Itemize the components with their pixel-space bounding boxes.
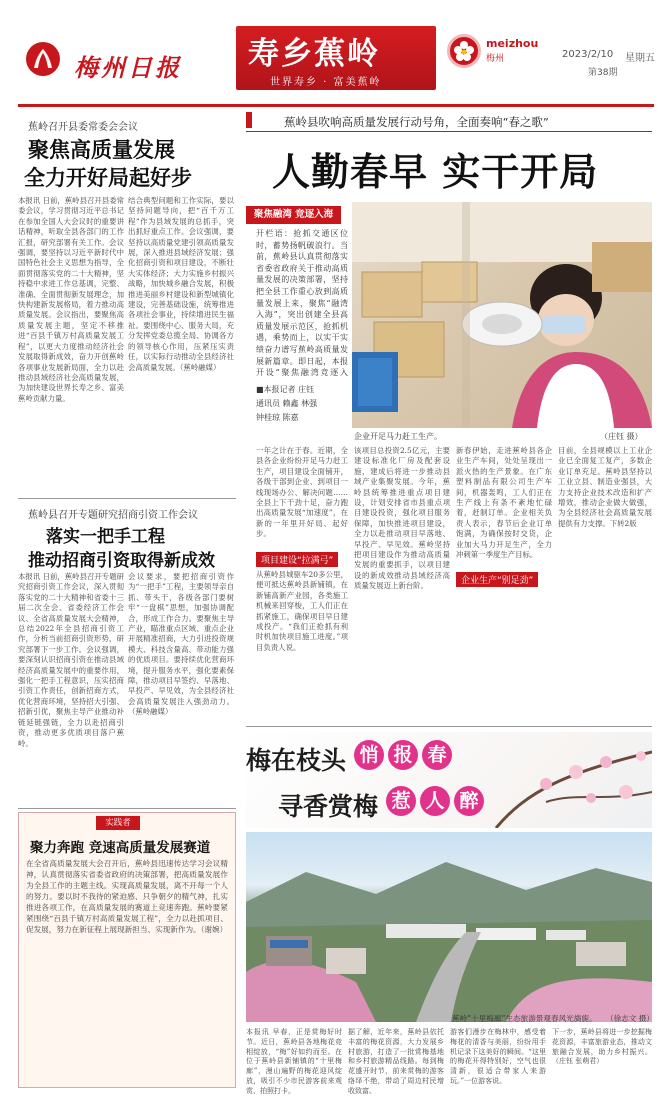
- plum-headline-line2: 寻香赏梅: [278, 792, 379, 821]
- plum-photo-caption: 蕉岭“十里梅廊”生态旅游景观春风光旖旎。: [452, 1014, 597, 1023]
- feature-lead: 开栏语：抢抓交通区位时，蓄势扬帆破浪行。当前，蕉岭县认真贯彻落实省委省政府关于推动高质量发展的决策部署，坚持把全县工作重心放到高质量发展上来，聚焦“融湾入海”，突出创建全县高质量发展示范区，抢抓机遇，乘势而上，以实干实绩奋力谱写蕉岭高质量发展新篇章。即日起，本报开设“聚焦融湾竞逐入: [256, 229, 348, 378]
- feature-body-col-c: 新春伊始，走进蕉岭县各企业生产车间，处处呈现出一派火热的生产景象。在广东塑料制品有限公司生产车间，机器轰鸣，工人们正在生产线上有条不紊地忙碌着，赶制订单。企业相关负责人表示，春节后企业订单饱满，为确保按时交货，企业加大马力开足生产，全力冲刺第一季度生产目标。: [456, 446, 552, 560]
- plum-headline-char: 春: [422, 740, 452, 770]
- factory-photo-caption: 企业开足马力赶工生产。: [354, 432, 442, 441]
- issue-date: 2023/2/10: [562, 49, 614, 60]
- issue-number: 第38期: [588, 68, 618, 78]
- news2-kicker: 蕉岭县召开专题研究招商引资工作会议: [28, 510, 198, 521]
- plum-headline-char: 人: [420, 786, 450, 816]
- feature-subhead-1: 项目建设“拉满弓”: [256, 552, 338, 567]
- issue-weekday: 星期五: [625, 53, 655, 64]
- plum-body-col4: 下一步，蕉岭县将进一步挖掘梅花资源，丰富旅游业态，推动文旅融合发展，助力乡村振兴。（庄钰 张萌君）: [552, 1028, 652, 1066]
- plum-body-col2: 据了解，近年来，蕉岭县依托丰富的梅花资源，大力发展乡村旅游，打造了一批赏梅基地和乡村旅游精品线路。每到梅花盛开时节，前来赏梅的游客络绎不绝，带动了周边村民增收致富。: [348, 1028, 444, 1094]
- section-divider: [246, 726, 652, 727]
- news2-body-col1: 本报讯 日前，蕉岭县召开专题研究招商引资工作会议，深入贯彻落实党的二十大精神和省委十三届二次全会、省委经济工作会议、全省高质量发展大会精神，总结2022年全县招商引资工作，分析当前招商引资形势，研究部署下一步工作。会议强调，要深刻认识招商引资在推动县域经济高质量发展中的重要作用，强化一把手工程意识，压实招商引资工作责任，创新招商方式，优化营商环境，坚持招大引强、招新引优，聚焦主导产业推动补链延链强链，全力以赴招商引资，推动更多优质项目落户蕉岭。: [18, 572, 124, 748]
- news2-body-col2: 会议要求，要把招商引资作为“一把手”工程，主要领导亲自抓、带头干，各级各部门要树牢“一盘棋”思想，加强协调配合，形成工作合力。要聚焦主导产业，瞄准重点区域、重点企业开展精准招商，大力引进投资规模大、科技含量高、带动能力强的优质项目。要持续优化营商环境，提升服务水平，强化要素保障，推动项目早签约、早落地、早投产、早见效，为全县经济社会高质量发展注入强劲动力。（蕉岭融媒）: [128, 572, 234, 717]
- plum-headline-char: 报: [388, 740, 418, 770]
- commentary-tag: 实践者: [96, 816, 140, 830]
- masthead-divider: [18, 104, 654, 107]
- section-title: 寿乡蕉岭: [248, 36, 380, 72]
- news1-body-col1: 本报讯 日前，蕉岭县召开县委常委会议，学习贯彻习近平总书记在参加全国人大会议时的重要讲话精神，听取全县各部门的工作汇报，研究部署有关工作。会议强调，要坚持以习近平新时代中国特色社会主义思想为指导，全面贯彻落实党的二十大精神，坚持稳中求进工作总基调，完整、准确、全面贯彻新发展理念，加快构建新发展格局，着力推动高质量发展。会议指出，要聚焦高质量发展主题，坚定不移推进“百县千镇万村高质量发展工程”，以更大力度推动经济社会发展取得新成效，奋力开创蕉岭各项事业发展新局面，全力以赴推动县域经济社会高质量发展，为加快建设世界长寿之乡、富美蕉岭贡献力量。: [18, 196, 124, 403]
- feature-subheadline: 蕉岭县吹响高质量发展行动号角，全面奏响“春之歌”: [284, 115, 549, 129]
- feature-headline: 人勤春早 实干开局: [272, 149, 599, 194]
- plum-photo-credit: （徐志文 摄）: [606, 1014, 654, 1023]
- plum-valley-photo: [246, 832, 652, 1022]
- feature-byline-reporter: ■本报记者 庄钰: [256, 385, 315, 394]
- meizhou-flower-icon: [447, 34, 481, 68]
- feature-body-col-b: 该项目总投资2.5亿元，主要建设标准化厂房及配套设施，建成后将进一步推动县域产业集聚发展。今年，蕉岭县统筹推进重点项目建设，计划安排省市县重点项目建设投资，强化项目服务保障，加快推进项目建设，全力以赴推动项目早落地、早投产、早见效。蕉岭坚持把项目建设作为推动高质量发展的重要抓手，以项目建设的新成效推动县域经济高质量发展迈上新台阶。: [354, 446, 450, 591]
- news2-headline-line1: 落实一把手工程: [46, 527, 165, 547]
- feature-column-label: 聚焦融湾 竞逐入海: [246, 206, 341, 224]
- plum-body-col3: 游客们漫步在梅林中，感受着梅花的清香与美丽，纷纷用手机记录下这美好的瞬间。“这里的梅花开得特别好，空气也很清新，很适合带家人来游玩。”一位游客说。: [450, 1028, 546, 1085]
- commentary-title: 聚力奔跑 竞速高质量发展赛道: [30, 840, 211, 856]
- news1-headline-line1: 聚焦高质量发展: [28, 137, 175, 162]
- news2-headline-line2: 推动招商引资取得新成效: [28, 551, 215, 571]
- newspaper-logo-icon: [26, 42, 60, 76]
- commentary-body: 在全省高质量发展大会召开后，蕉岭县迅速传达学习会议精神，认真贯彻落实省委省政府的决策部署，把高质量发展作为全县工作的主题主线。实现高质量发展，离不开每一个人的努力。要以时不我待的紧迫感、只争朝夕的精气神，扎实推进各项工作，在高质量发展的赛道上竞速奔跑。蕉岭要紧紧围绕“百县千镇万村高质量发展工程”，全力以赴抓项目、促发展，努力在新征程上展现新担当、实现新作为。（谢婉）: [26, 859, 228, 934]
- plum-headline-char: 悄: [354, 740, 384, 770]
- factory-photo-credit: （庄钰 摄）: [600, 432, 643, 441]
- news1-body-col2: 结合典型问题和工作实际，要以坚持问题导向，把“百千万工程”作为县域发展的总抓手，突出抓好重点工作。会议强调，要坚持以高质量党建引领高质量发展，深入推进县域经济发展；强化招商引资和项目建设，不断壮大实体经济；大力实施乡村振兴战略，加快城乡融合发展，积极推进美丽乡村建设和新型城镇化建设，完善基础设施，统筹推进各项社会事业，持续增进民生福祉。要围绕中心、服务大局，充分发挥党委总揽全局、协调各方的领导核心作用，压紧压实责任，以实际行动推动全县经济社会高质量发展。（蕉岭融媒）: [128, 196, 234, 372]
- feature-byline-correspondents-2: 钟桂琼 陈嘉: [256, 413, 299, 422]
- feature-body-col-d: 目前，全县规模以上工业企业已全面复工复产，多数企业订单充足。蕉岭县坚持以工业立县、制造业强县，大力支持企业技术改造和扩产增效，推动企业做大做强，为全县经济社会高质量发展提供有力支撑。下转2版: [558, 446, 652, 528]
- plum-body-col1: 本报讯 早春，正是赏梅好时节。近日，蕉岭县各地梅花竞相绽放，“梅”好如约而至。在位于蕉岭县新铺镇的“十里梅廊”，漫山遍野的梅花迎风绽放，吸引不少市民游客前来观赏、拍照打卡。: [246, 1028, 342, 1094]
- meizhou-chinese-label: 梅州: [486, 54, 505, 64]
- feature-body-col-a2: 从蕉岭县城驱车20多公里，便可抵达蕉岭县新铺镇，在新铺高新产业园，各类施工机械来回穿梭，工人们正在抓紧施工，确保项目早日建成投产。“我们正抢抓有利时机加快项目施工进度。”项目负责人说。: [256, 570, 348, 652]
- meizhou-english-label: meizhou: [486, 37, 539, 50]
- feature-subhead-marker: [246, 112, 252, 128]
- plum-headline-char: 醉: [454, 786, 484, 816]
- feature-byline-correspondents: 通讯员 赖鑫 林强: [256, 399, 318, 408]
- news1-headline-line2: 全力开好局起好步: [24, 165, 192, 190]
- paper-name: 梅州日报: [74, 53, 182, 82]
- plum-headline-line1: 梅在枝头: [246, 746, 347, 775]
- feature-divider: [246, 131, 652, 132]
- column-divider: [18, 498, 236, 499]
- column-divider: [18, 808, 236, 809]
- factory-photo: [352, 202, 652, 428]
- feature-subhead-2: 企业生产“别足劲”: [456, 572, 538, 587]
- news1-kicker: 蕉岭召开县委常委会会议: [28, 122, 138, 133]
- plum-headline-char: 惹: [386, 786, 416, 816]
- section-slogan: 世界寿乡 · 富美蕉岭: [270, 77, 382, 88]
- feature-body-col-a: 一年之计在于春。近期，全县各企业纷纷开足马力赶工生产，项目建设全面铺开，各级干部到企业、到项目一线现场办公、解决问题……全县上下干劲十足，奋力跑出高质量发展“加速度”，在新的一年里开好局、起好步。: [256, 446, 348, 539]
